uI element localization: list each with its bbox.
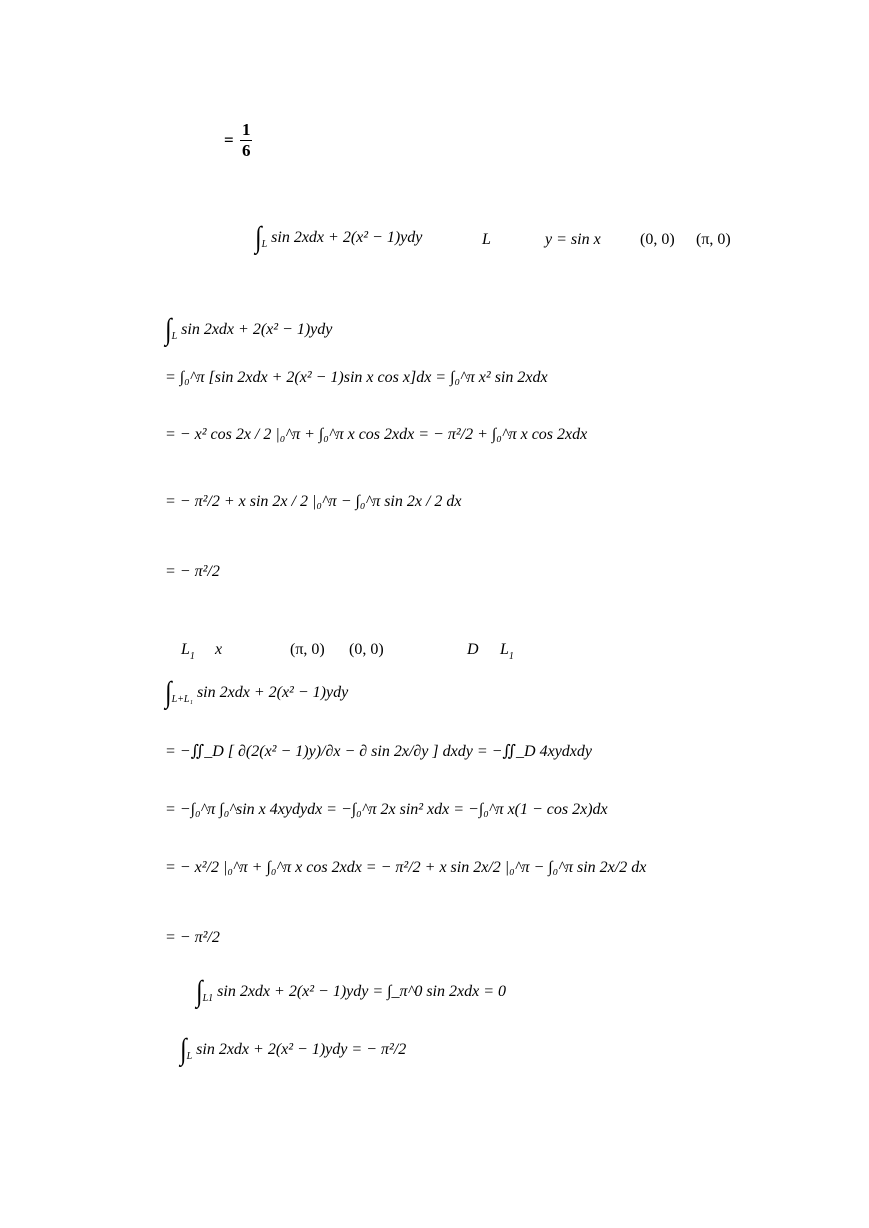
sol2-line4: = − x²/2 |₀^π + ∫₀^π x cos 2xdx = − π²/2 + x sin 2x/2 |₀^π − ∫₀^π sin 2x/2 dx xyxy=(165,859,647,876)
sol1-line4: = − π²/2 + x sin 2x / 2 |₀^π − ∫₀^π sin 2x / 2 dx xyxy=(165,493,462,510)
problem-sub: L xyxy=(261,239,268,250)
method2-L1b xyxy=(500,640,514,662)
integral-sign-icon: ∫ xyxy=(180,1034,187,1067)
problem-point-1: (0, 0) xyxy=(640,231,675,248)
sol2-line7-sub: L xyxy=(186,1051,193,1062)
sol2-line6-sub xyxy=(203,993,214,1004)
sol1-line3: = − x² cos 2x / 2 |₀^π + ∫₀^π x cos 2xdx = − π²/2 + ∫₀^π x cos 2xdx xyxy=(165,426,588,443)
method2-x: x xyxy=(215,641,223,658)
method2-p2: (π, 0) xyxy=(290,641,325,658)
integral-sign-icon: ∫ xyxy=(165,677,172,710)
sol2-line1-text: sin 2xdx + 2(x² − 1)ydy xyxy=(196,684,349,701)
sol2-line6 xyxy=(196,976,506,1009)
method2-p1: (0, 0) xyxy=(349,641,384,658)
sol2-line1 xyxy=(165,677,349,710)
problem-func: y = sin x xyxy=(545,231,601,248)
problem-line xyxy=(255,222,423,255)
sol2-line6-text: sin 2xdx + 2(x² − 1)ydy = ∫_π^0 sin 2xdx = 0 xyxy=(217,983,506,1000)
integral-sign-icon: ∫ xyxy=(196,976,203,1009)
sol2-line6-sub-letter: L xyxy=(202,993,209,1004)
sol1-line1 xyxy=(165,314,333,347)
problem-point-2: (π, 0) xyxy=(696,231,731,248)
integral-sign-icon: ∫ xyxy=(255,222,262,255)
header-fraction xyxy=(240,120,253,161)
sol2-line1-sub: L+L₁ xyxy=(171,694,193,705)
sol2-line5: = − π²/2 xyxy=(165,929,220,946)
method2-D: D xyxy=(467,641,479,658)
sol1-line5: = − π²/2 xyxy=(165,563,220,580)
header-numerator: 1 xyxy=(241,120,251,139)
sol1-line2: = ∫₀^π [sin 2xdx + 2(x² − 1)sin x cos x]dx = ∫₀^π x² sin 2xdx xyxy=(165,369,548,386)
sol2-line7-text: sin 2xdx + 2(x² − 1)ydy = − π²/2 xyxy=(196,1041,407,1058)
sol2-line7 xyxy=(180,1034,407,1067)
method2-L1-sub: 1 xyxy=(189,651,195,662)
problem-curve: L xyxy=(482,231,491,248)
header-denominator: 6 xyxy=(241,141,251,160)
method2-L1-letter: L xyxy=(181,641,190,658)
problem-integrand: sin 2xdx + 2(x² − 1)ydy xyxy=(271,229,423,246)
method2-L1b-sub: 1 xyxy=(508,651,514,662)
method2-L1 xyxy=(181,640,195,662)
header-result xyxy=(224,120,254,161)
sol1-line1-sub: L xyxy=(171,331,178,342)
integral-sign-icon: ∫ xyxy=(165,314,172,347)
sol2-line3: = −∫₀^π ∫₀^sin x 4xydydx = −∫₀^π 2x sin² xdx = −∫₀^π x(1 − cos 2x)dx xyxy=(165,801,608,818)
sol2-line2: = −∬_D [ ∂(2(x² − 1)y)/∂x − ∂ sin 2x/∂y ] dxdy = −∬_D 4xydxdy xyxy=(165,743,593,760)
header-equals: = xyxy=(224,130,234,150)
sol1-line1-text: sin 2xdx + 2(x² − 1)ydy xyxy=(181,321,333,338)
sol2-line6-sub-num: 1 xyxy=(208,993,214,1004)
method2-L1b-letter: L xyxy=(500,641,509,658)
